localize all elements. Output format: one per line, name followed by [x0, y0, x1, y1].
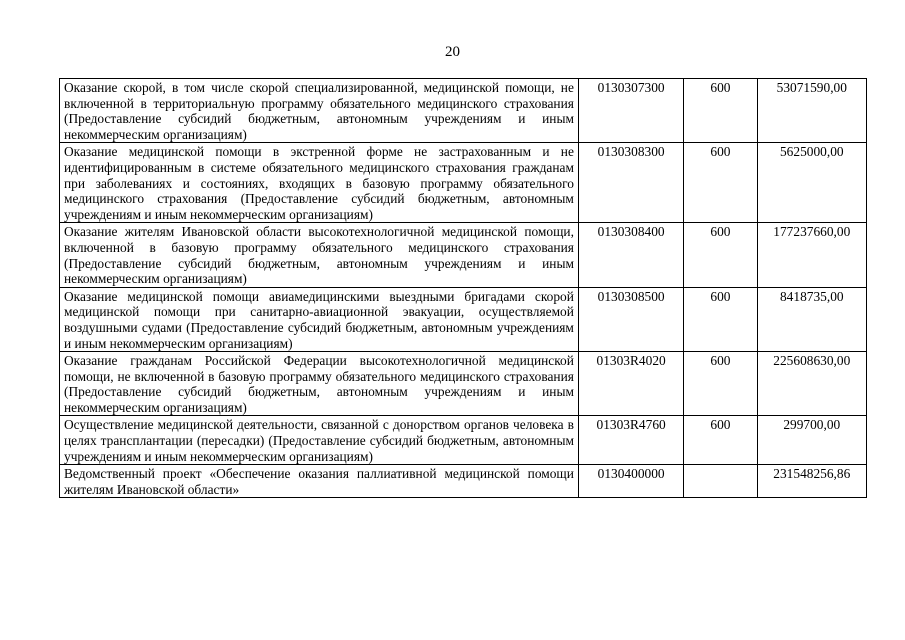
row-amount: 5625000,00 [757, 143, 866, 223]
page-number: 20 [445, 44, 460, 60]
row-expense-type: 600 [684, 223, 757, 287]
row-description: Оказание медицинской помощи авиамедицинскими выездными бригадами скорой медицинской помощи при санитарно-авиационной эвакуации, осуществляемой воздушными судами (Предоставление субсидий бюджетным, автономным учреждениям и иным некоммерческим организациям) [60, 287, 579, 351]
row-description: Оказание гражданам Российской Федерации высокотехнологичной медицинской помощи, не включенной в базовую программу обязательного медицинского страхования (Предоставление субсидий бюджетным, автономным учреждениям и иным некоммерческим организациям) [60, 352, 579, 416]
row-description: Оказание медицинской помощи в экстренной форме не застрахованным и не идентифицированным в системе обязательного медицинского страхования гражданам при заболеваниях и состояниях, входящих в базовую программу обязательного медицинского страхования (Предоставление субсидий бюджетным, автономным учреждениям и иным некоммерческим организациям) [60, 143, 579, 223]
row-target-code: 01303R4020 [578, 352, 683, 416]
row-expense-type [684, 465, 757, 498]
row-target-code: 01303R4760 [578, 416, 683, 465]
table-row [60, 287, 867, 351]
row-target-code: 0130308500 [578, 287, 683, 351]
row-amount: 231548256,86 [757, 465, 866, 498]
row-description: Ведомственный проект «Обеспечение оказания паллиативной медицинской помощи жителям Ивановской области» [60, 465, 579, 498]
row-expense-type: 600 [684, 143, 757, 223]
row-amount: 225608630,00 [757, 352, 866, 416]
table-row [60, 416, 867, 465]
table-row [60, 79, 867, 143]
row-amount: 8418735,00 [757, 287, 866, 351]
table-row [60, 143, 867, 223]
row-amount: 177237660,00 [757, 223, 866, 287]
row-target-code: 0130400000 [578, 465, 683, 498]
row-target-code: 0130308400 [578, 223, 683, 287]
row-expense-type: 600 [684, 416, 757, 465]
row-expense-type: 600 [684, 79, 757, 143]
row-description: Оказание жителям Ивановской области высокотехнологичной медицинской помощи, включенной в базовую программу обязательного медицинского страхования (Предоставление субсидий бюджетным, автономным учреждениям и иным некоммерческим организациям) [60, 223, 579, 287]
table-row [60, 465, 867, 498]
table-row [60, 223, 867, 287]
row-description: Оказание скорой, в том числе скорой специализированной, медицинской помощи, не включенной в территориальную программу обязательного медицинского страхования (Предоставление субсидий бюджетным, автономным учреждениям и иным некоммерческим организациям) [60, 79, 579, 143]
row-expense-type: 600 [684, 287, 757, 351]
row-target-code: 0130308300 [578, 143, 683, 223]
row-amount: 299700,00 [757, 416, 866, 465]
row-description: Осуществление медицинской деятельности, связанной с донорством органов человека в целях трансплантации (пересадки) (Предоставление субсидий бюджетным, автономным учреждениям и иным некоммерческим организациям) [60, 416, 579, 465]
budget-table [59, 78, 867, 498]
table-row [60, 352, 867, 416]
row-target-code: 0130307300 [578, 79, 683, 143]
row-amount: 53071590,00 [757, 79, 866, 143]
row-expense-type: 600 [684, 352, 757, 416]
